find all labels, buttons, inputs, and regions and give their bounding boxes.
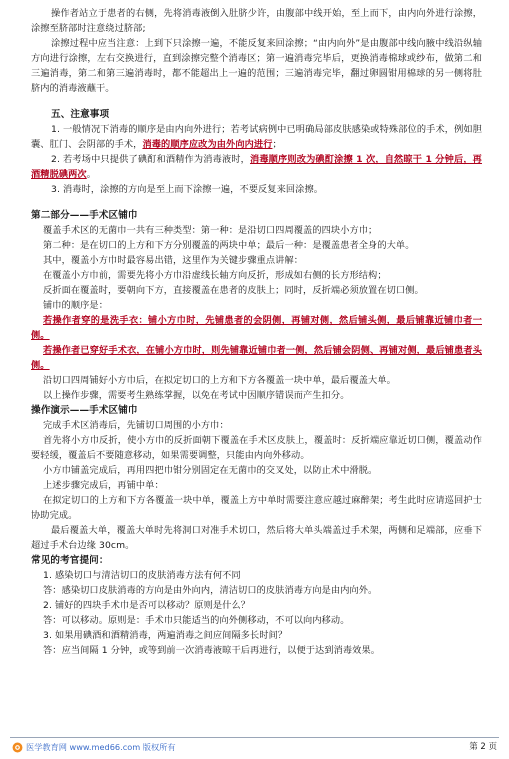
emphasis-text: 消毒的顺序应改为由外向内进行 — [142, 139, 273, 150]
paragraph-gap — [0, 197, 509, 208]
paragraph: 沿切口四周铺好小方巾后，在拟定切口的上方和下方各覆盖一块中单，最后覆盖大单。 — [43, 375, 396, 386]
paragraph: 最后覆盖大单，覆盖大单时先将洞口对准手术切口，然后将大单头端盖过手术架，两侧和足端部，应垂下超过手术台边缘 30cm。 — [31, 525, 482, 551]
paragraph: 首先将小方巾反折，使小方巾的反折面朝下覆盖在手术区皮肤上，覆盖时：反折端应靠近切口侧，覆盖动作要轻缓，覆盖后不要随意移动，如果需要调整，只能由内向外移动。 — [31, 435, 482, 461]
paragraph: 铺巾的顺序是： — [43, 300, 109, 311]
page-number: 第 2 页 — [469, 742, 497, 752]
paragraph: 在覆盖小方巾前，需要先将小方巾沿虚线长轴方向反折，形成如右侧的长方形结构； — [43, 270, 387, 281]
paragraph: 答：应当间隔 1 分钟，或等到前一次消毒液晾干后再进行，以便于达到消毒效果。 — [43, 645, 381, 656]
paragraph: 完成手术区消毒后，先铺切口周围的小方巾： — [43, 420, 229, 431]
paragraph-gap — [0, 96, 509, 107]
emphasis-text: 消毒顺序则改为碘酊涂擦 1 次，自然晾干 1 分钟后，再酒精脱碘两次 — [31, 154, 482, 180]
footer-divider — [10, 737, 499, 738]
document-body — [0, 6, 509, 658]
footer-copyright: 医学教育网 www.med66.com 版权所有 — [26, 742, 176, 752]
paragraph: 反折面在覆盖时，要朝向下方，直接覆盖在患者的皮肤上；同时，反折端必须放置在切口侧。 — [43, 285, 424, 296]
paragraph: 覆盖手术区的无菌巾一共有三种类型：第一种：是沿切口四周覆盖的四块小方巾； — [43, 225, 378, 236]
paragraph: 操作者站立于患者的右侧，先将消毒液倒入肚脐少许，由腹部中线开始，至上而下，由内向外进行涂擦，涂擦至脐部时注意绕过脐部; — [31, 8, 482, 34]
emphasis-paragraph: 若操作者穿的是洗手衣：铺小方巾时，先铺患者的会阴侧，再铺对侧，然后铺头侧，最后铺靠近铺巾者一侧。 — [31, 315, 482, 341]
paragraph: 第二种：是在切口的上方和下方分别覆盖的两块中单；最后一种：是覆盖患者全身的大单。 — [43, 240, 415, 251]
body-text: ； — [272, 139, 282, 150]
body-text: 。 — [86, 169, 97, 180]
emphasis-paragraph: 若操作者已穿好手术衣，在铺小方巾时，则先铺靠近铺巾者一侧，然后铺会阴侧、再铺对侧，最后铺患者头侧。 — [31, 345, 482, 371]
section-heading: 五、注意事项 — [51, 109, 110, 120]
section-heading: 第二部分——手术区铺巾 — [31, 210, 138, 221]
paragraph: 在拟定切口的上方和下方各覆盖一块中单，覆盖上方中单时需要注意应越过麻醉架；考生此时应请巡回护士协助完成。 — [31, 495, 482, 521]
paragraph: 上述步骤完成后，再铺中单： — [43, 480, 164, 491]
paragraph — [31, 152, 482, 182]
section-heading: 操作演示——手术区铺巾 — [31, 405, 138, 416]
paragraph: 2. 铺好的四块手术巾是否可以移动？原则是什么？ — [43, 600, 251, 611]
paragraph: 答：感染切口皮肤消毒的方向是由外向内，清洁切口的皮肤消毒方向是由内向外。 — [43, 585, 378, 596]
page-footer — [0, 737, 509, 759]
section-heading: 常见的考官提问： — [31, 555, 109, 566]
medical-education-logo-icon — [12, 742, 23, 753]
paragraph: 涂擦过程中应当注意：上到下只涂擦一遍，不能反复来回涂擦；“由内向外”是由腹部中线向腋中线沿纵轴方向进行涂擦，左右交换进行，直到涂擦完整个消毒区；第一遍消毒完毕后，更换消毒棉球或纱布，做第二和三遍消毒，第二和第三遍消毒时，都不能超出上一遍的范围；三遍消毒完毕，翻过卵圆钳用棉球的另一侧将肚脐内的消毒液蘸干。 — [31, 38, 482, 94]
paragraph: 1. 感染切口与清洁切口的皮肤消毒方法有何不同 — [43, 570, 241, 581]
paragraph: 小方巾铺盖完成后，再用四把巾钳分别固定在无菌巾的交叉处，以防止术中滑脱。 — [43, 465, 378, 476]
body-text: 1. 一般情况下消毒的顺序是由内向外进行；若考试病例中已明确局部皮肤感染或特殊部位的手术，例如胆囊、肛门、会阴部的手术， — [31, 124, 482, 150]
paragraph: 3. 消毒时，涂擦的方向是至上而下涂擦一遍，不要反复来回涂擦。 — [51, 184, 324, 195]
paragraph: 其中，覆盖小方巾时最容易出错，这里作为关键步骤重点讲解： — [43, 255, 304, 266]
paragraph — [31, 122, 482, 152]
paragraph: 3. 如果用碘酒和酒精消毒，两遍消毒之间应间隔多长时间？ — [43, 630, 288, 641]
paragraph: 答：可以移动。原则是：手术巾只能适当的向外侧移动，不可以向内移动。 — [43, 615, 350, 626]
body-text: 2. 若考场中只提供了碘酊和酒精作为消毒液时， — [51, 154, 250, 165]
paragraph: 以上操作步骤，需要考生熟练掌握，以免在考试中因顺序错误而产生扣分。 — [43, 390, 350, 401]
